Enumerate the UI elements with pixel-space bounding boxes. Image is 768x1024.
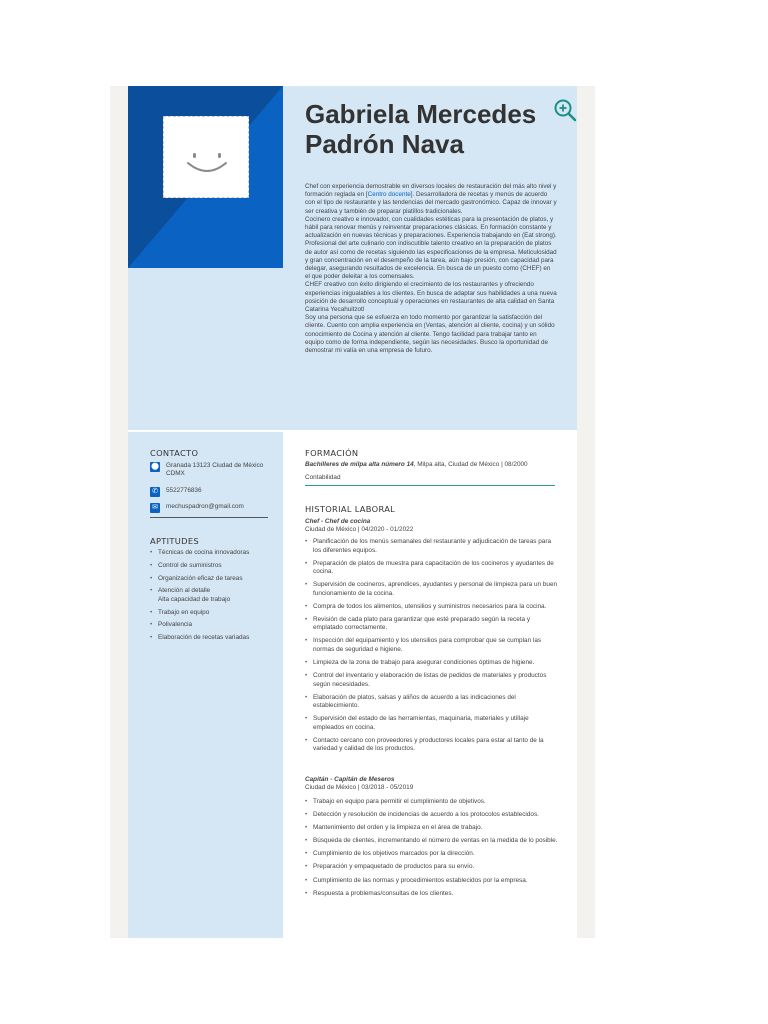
location-icon: ⬤ bbox=[151, 463, 159, 470]
task-item: • Preparación y empaquetado de productos para su envío. bbox=[305, 863, 560, 872]
skills-heading: APTITUDES bbox=[150, 536, 199, 546]
contact-address bbox=[150, 462, 270, 480]
zoom-in-icon[interactable] bbox=[553, 98, 577, 122]
job-meta: Ciudad de México | 03/2018 - 05/2019 bbox=[305, 784, 414, 791]
summary-paragraph bbox=[305, 183, 557, 216]
phone-text[interactable]: 5522776836 bbox=[166, 487, 202, 494]
professional-summary bbox=[305, 183, 557, 355]
education-field: Contabilidad bbox=[305, 474, 341, 481]
task-item: • Control del inventario y elaboración de listas de pedidos de materiales y productos según necesidades. bbox=[305, 672, 560, 689]
contact-divider bbox=[150, 517, 268, 518]
skill-item: • Atención al detalle Alta capacidad de trabajo bbox=[150, 587, 278, 604]
education-entry bbox=[305, 460, 560, 482]
summary-paragraph: CHEF creativo con éxito dirigiendo el crecimiento de los restaurantes y ofreciendo experiencias inigualables a los clientes. En busca de adaptar sus habilidades a una nueva posición de desarrollo conceptual y operaciones en restaurantes de alta calidad en Santa Catarina Yecahuitzotl bbox=[305, 281, 557, 314]
work-history-heading: HISTORIAL LABORAL bbox=[305, 504, 396, 514]
job-header bbox=[305, 776, 560, 792]
task-item: • Limpieza de la zona de trabajo para asegurar condiciones óptimas de higiene. bbox=[305, 659, 560, 668]
phone-icon: ✆ bbox=[150, 487, 160, 497]
skill-item: • Polivalencia bbox=[150, 621, 278, 630]
photo-block bbox=[128, 86, 283, 268]
summary-text: ]. Desarrolladora de recetas y menús de acuerdo con el tipo de restaurante y las tendencias del mercado gastronómico. Capaz de innovar y ser creativa y también de preparar platillos tradicionales. bbox=[305, 191, 557, 215]
task-item: • Trabajo en equipo para permitir el cumplimiento de objetivos. bbox=[305, 798, 560, 807]
task-item: • Contacto cercano con proveedores y productores locales para estar al tanto de la variedad y calidad de los productos. bbox=[305, 737, 560, 754]
skill-item: • Elaboración de recetas variadas bbox=[150, 634, 278, 643]
job-tasks-list bbox=[305, 538, 560, 759]
email-icon: ✉ bbox=[150, 503, 160, 513]
name-line-1: Gabriela Mercedes bbox=[305, 99, 537, 129]
skill-item: • Trabajo en equipo bbox=[150, 609, 278, 618]
summary-text: Chef con experiencia demostrable en diversos locales de restauración del más alto nivel y formación reglada en [ bbox=[305, 183, 557, 199]
task-item: • Preparación de platos de muestra para capacitación de los cocineros y ayudantes de cocina. bbox=[305, 560, 560, 577]
summary-paragraph: Soy una persona que se esfuerza en todo momento por garantizar la satisfacción del cliente. Cuento con amplia experiencia en (Ventas, atención al cliente, cocina) y un sólido conocimiento de Cocina y atención al cliente. Tengo facilidad para trabajar tanto en equipo como de forma independiente, según las necesidades. Busco la oportunidad de demostrar mi valía en una empresa de futuro. bbox=[305, 314, 555, 355]
section-divider bbox=[128, 430, 577, 432]
education-line bbox=[305, 460, 560, 469]
job-tasks-list bbox=[305, 798, 560, 903]
smiley-icon bbox=[164, 117, 250, 199]
degree-name: Bachilleres de milpa alta número 14 bbox=[305, 461, 414, 468]
skill-item: • Técnicas de cocina innovadoras bbox=[150, 549, 278, 558]
task-item: • Supervisión del estado de las herramientas, maquinaria, materiales y utillaje empleados en cocina. bbox=[305, 715, 560, 732]
education-details: , Milpa alta, Ciudad de México | 08/2000 bbox=[413, 461, 528, 468]
contact-heading: CONTACTO bbox=[150, 448, 199, 458]
profile-photo-placeholder bbox=[163, 116, 249, 198]
email-text[interactable]: mechuspadron@gmail.com bbox=[166, 503, 244, 510]
summary-paragraph: Profesional del arte culinario con indiscutible talento creativo en la preparación de platos de autor así como de recetas siguiendo las especificaciones de la empresa. Meticulosidad y gran concentración en el desempeño de la tarea, aún bajo presión, con capacidad para delegar, asegurando resultados de excelencia. En busca de un puesto como (CHEF) en el que poder deleitar a los comensales. bbox=[305, 240, 557, 281]
task-item: • Mantenimiento del orden y la limpieza en el área de trabajo. bbox=[305, 824, 560, 833]
task-item: • Búsqueda de clientes, incrementando el número de ventas en la medida de lo posible. bbox=[305, 837, 560, 846]
contact-email bbox=[150, 503, 270, 513]
education-divider bbox=[305, 485, 555, 486]
summary-paragraph: Cocinero creativo e innovador, con cualidades estéticas para la presentación de platos, y hábil para renovar menús y reinventar preparaciones clásicas. En formación constante y actualización en nuevas técnicas y preparaciones. Experiencia trabajando en (Eat strong). bbox=[305, 215, 557, 240]
task-item: • Elaboración de platos, salsas y aliños de acuerdo a las indicaciones del establecimiento. bbox=[305, 694, 560, 711]
task-item: • Revisión de cada plato para garantizar que esté preparado según la receta y emplatado correctamente. bbox=[305, 616, 560, 633]
school-link[interactable]: Centro docente bbox=[367, 191, 411, 199]
job-header bbox=[305, 518, 560, 534]
resume-page bbox=[128, 86, 577, 938]
education-heading: FORMACIÓN bbox=[305, 448, 359, 458]
contact-phone bbox=[150, 487, 270, 497]
task-item: • Cumplimiento de los objetivos marcados por la dirección. bbox=[305, 850, 560, 859]
skill-item: • Organización eficaz de tareas bbox=[150, 575, 278, 584]
name-line-2: Padrón Nava bbox=[305, 129, 464, 159]
task-item: • Respuesta a problemas/consultas de los clientes. bbox=[305, 890, 560, 899]
job-title: Chef - Chef de cocina bbox=[305, 518, 371, 525]
task-item: • Planificación de los menús semanales del restaurante y adjudicación de tareas para los diferentes equipos. bbox=[305, 538, 560, 555]
task-item: • Supervisión de cocineros, aprendices, ayudantes y personal de limpieza para un buen funcionamiento de la cocina. bbox=[305, 581, 560, 598]
skill-item: • Control de suministros bbox=[150, 562, 278, 571]
task-item: • Cumplimiento de las normas y procedimientos establecidos por la empresa. bbox=[305, 877, 560, 886]
skills-list bbox=[150, 549, 278, 647]
task-item: • Detección y resolución de incidencias de acuerdo a los protocolos establecidos. bbox=[305, 811, 560, 820]
address-text: Granada 13123 Ciudad de México CDMX bbox=[166, 462, 264, 477]
candidate-name bbox=[305, 99, 575, 159]
task-item: • Inspección del equipamiento y los utensilios para comprobar que se cumplan las normas de seguridad e higiene. bbox=[305, 637, 560, 654]
task-item: • Compra de todos los alimentos, utensilios y suministros necesarios para la cocina. bbox=[305, 603, 560, 612]
job-title: Capitán - Capitán de Meseros bbox=[305, 776, 395, 783]
job-meta: Ciudad de México | 04/2020 - 01/2022 bbox=[305, 526, 414, 533]
